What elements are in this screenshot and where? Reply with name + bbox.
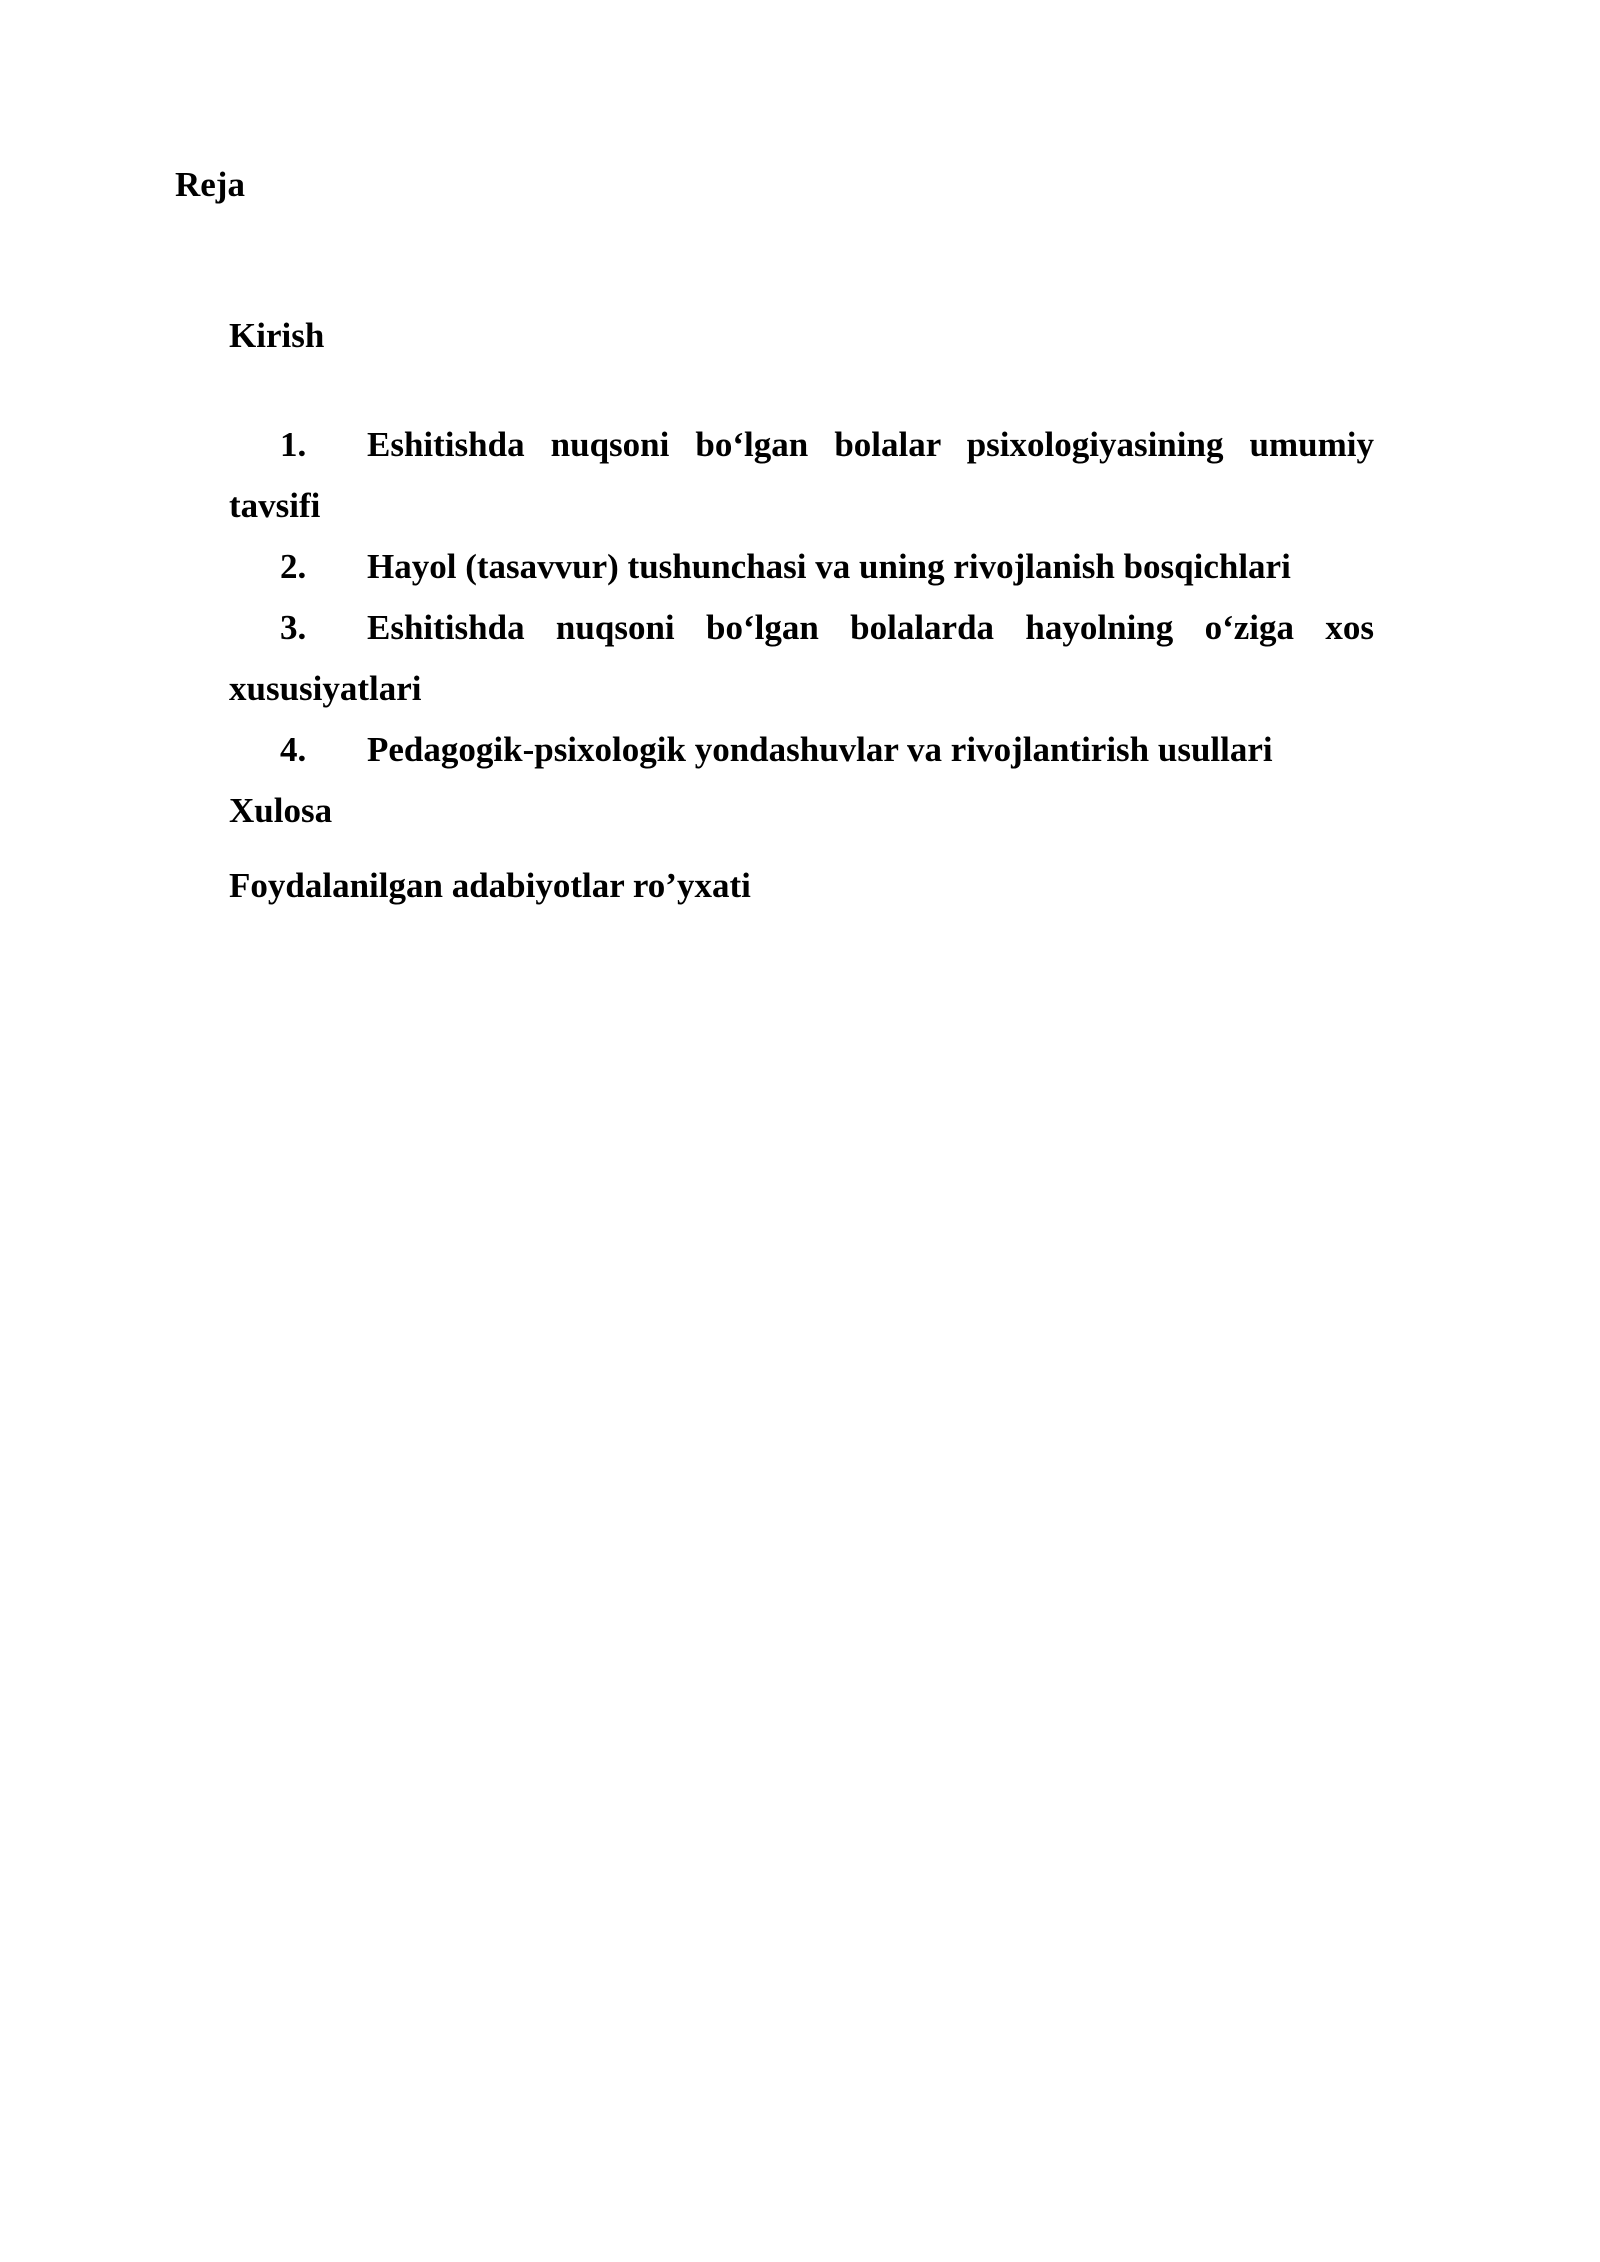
toc-item-2 [229, 536, 1374, 597]
toc-item-text: Eshitishda nuqsoni bo‘lgan bolalar psixologiyasining umumiy tavsifi [229, 425, 1374, 525]
toc-item-3 [229, 597, 1374, 719]
document-heading: Reja [175, 165, 245, 204]
toc-references: Foydalanilgan adabiyotlar ro’yxati [229, 866, 751, 905]
toc-conclusion: Xulosa [229, 791, 333, 830]
toc-item-number: 3. [280, 608, 307, 647]
toc-item-number: 2. [280, 547, 307, 586]
toc-item-number: 1. [280, 425, 307, 464]
toc-item-1 [229, 414, 1374, 536]
toc-item-text: Pedagogik-psixologik yondashuvlar va rivojlantirish usullari [367, 730, 1273, 769]
toc-item-4 [229, 719, 1374, 780]
toc-intro: Kirish [229, 316, 325, 355]
toc-item-text: Hayol (tasavvur) tushunchasi va uning rivojlanish bosqichlari [367, 547, 1291, 586]
toc-item-number: 4. [280, 730, 307, 769]
toc-item-text: Eshitishda nuqsoni bo‘lgan bolalarda hayolning o‘ziga xos xususiyatlari [229, 608, 1374, 708]
table-of-contents [229, 414, 1374, 916]
